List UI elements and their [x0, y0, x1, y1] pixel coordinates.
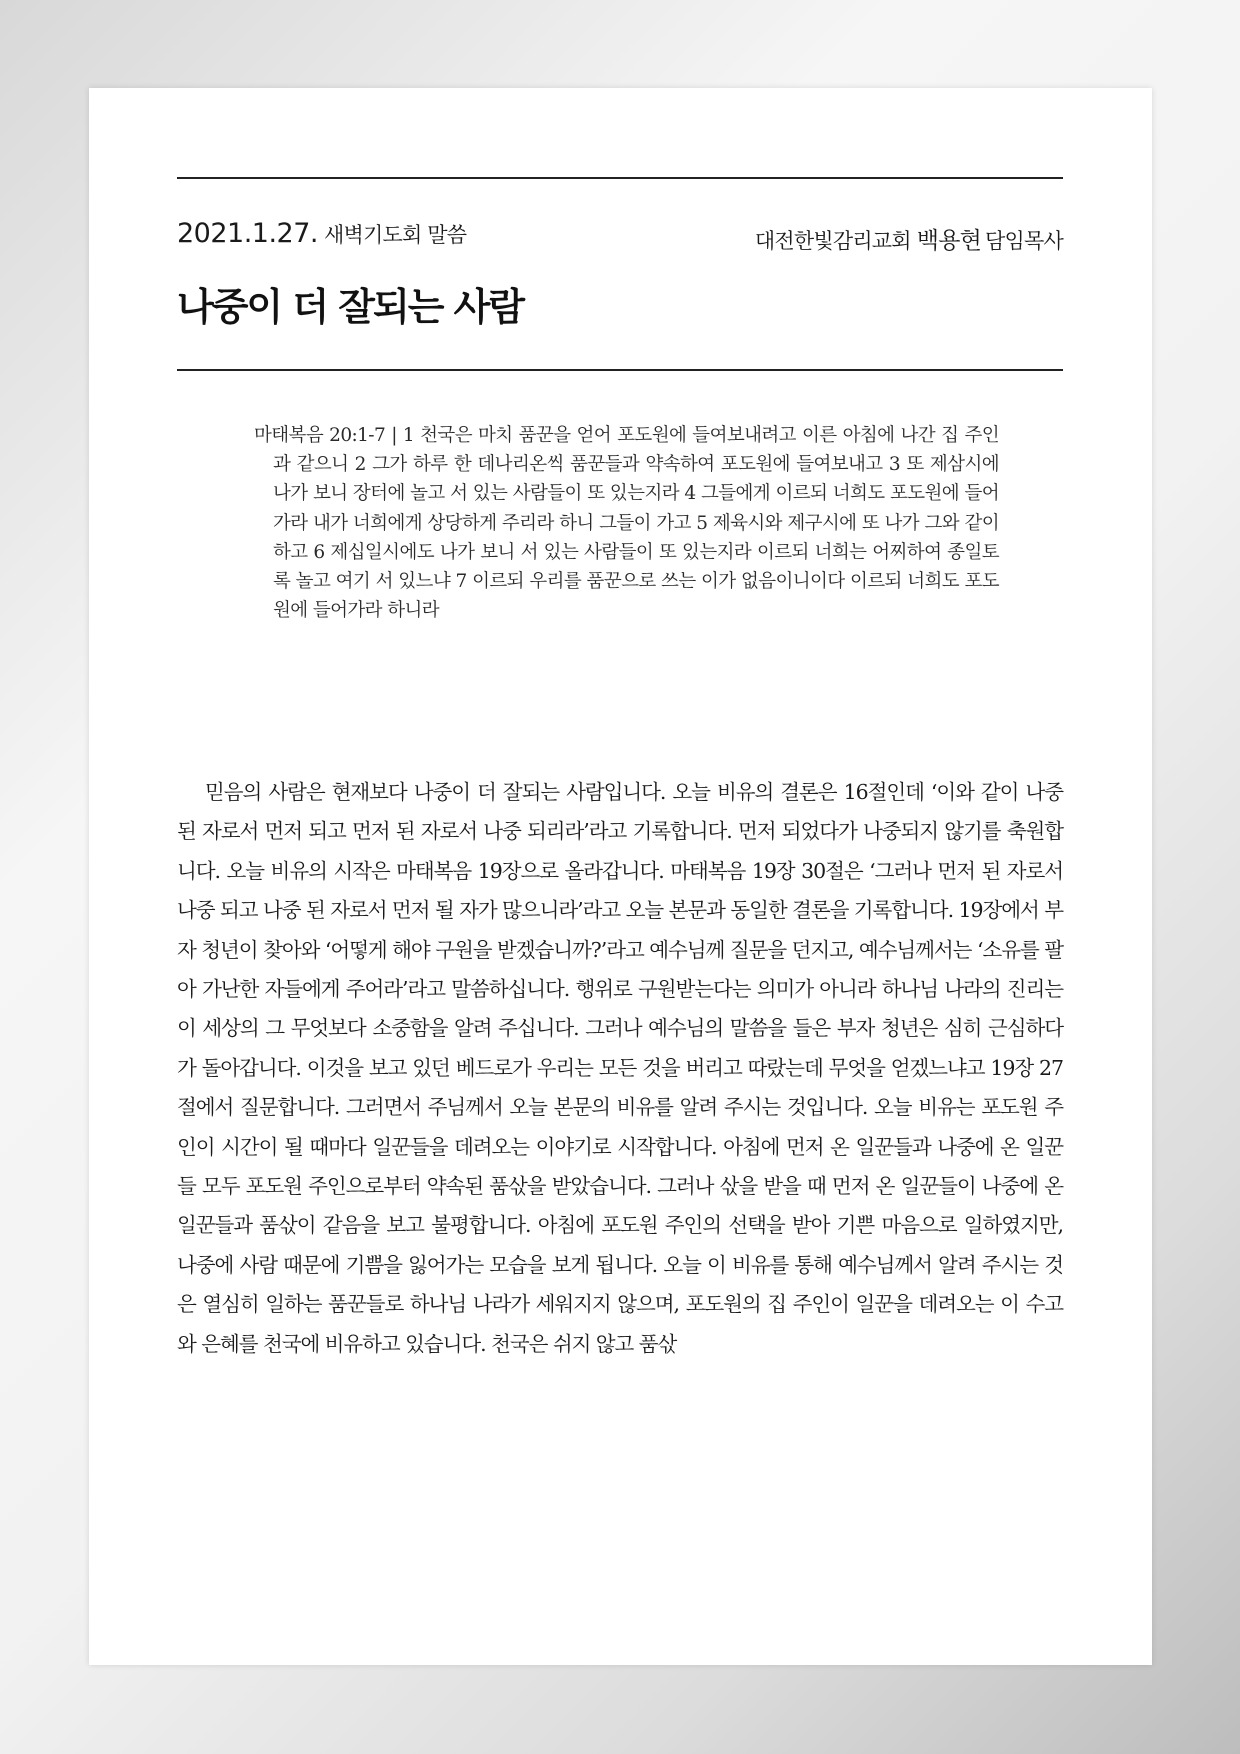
church-name: 대전한빛감리교회 — [754, 229, 911, 253]
scripture-reference: 마태복음 20:1-7 | — [254, 425, 403, 446]
scripture-text: 1 천국은 마치 품꾼을 얻어 포도원에 들여보내려고 이른 아침에 나간 집 주인과 같으니 2 그가 하루 한 데나리온씩 품꾼들과 약속하여 포도원에 들여보내고 3 또 제삼시에 나가 보니 장터에 놀고 서 있는 사람들이 또 있는지라 4 그들에게 이르되 너희도 포도원에 들어가라 내가 너희에게 상당하게 주리라 하니 그들이 가고 5 제육시와 제구시에 또 나가 그와 같이 하고 6 제십일시에도 나가 보니 서 있는 사람들이 또 있는지라 이르되 너희는 어찌하여 종일토록 놀고 여기 서 있느냐 7 이르되 우리를 품꾼으로 쓰는 이가 없음이니이다 이르되 너희도 포도원에 들어가라 하니라 — [273, 425, 1000, 622]
service-name: 새벽기도회 말씀 — [324, 223, 467, 247]
sermon-title: 나중이 더 잘되는 사람 — [177, 285, 524, 329]
author-info — [755, 222, 1063, 255]
top-divider — [177, 177, 1063, 179]
scripture-passage — [254, 421, 999, 625]
bottom-divider — [177, 369, 1063, 371]
sermon-body: 믿음의 사람은 현재보다 나중이 더 잘되는 사람입니다. 오늘 비유의 결론은 16절인데 ‘이와 같이 나중 된 자로서 먼저 되고 먼저 된 자로서 나중 되리라’라고 기록합니다. 먼저 되었다가 나중되지 않기를 축원합니다. 오늘 비유의 시작은 마태복음 19장으로 올라갑니다. 마태복음 19장 30절은 ‘그러나 먼저 된 자로서 나중 되고 나중 된 자로서 먼저 될 자가 많으니라’라고 오늘 본문과 동일한 결론을 기록합니다. 19장에서 부자 청년이 찾아와 ‘어떻게 해야 구원을 받겠습니까?’라고 예수님께 질문을 던지고, 예수님께서는 ‘소유를 팔아 가난한 자들에게 주어라’라고 말씀하십니다. 행위로 구원받는다는 의미가 아니라 하나님 나라의 진리는 이 세상의 그 무엇보다 소중함을 알려 주십니다. 그러나 예수님의 말씀을 들은 부자 청년은 심히 근심하다가 돌아갑니다. 이것을 보고 있던 베드로가 우리는 모든 것을 버리고 따랐는데 무엇을 얻겠느냐고 19장 27절에서 질문합니다. 그러면서 주님께서 오늘 본문의 비유를 알려 주시는 것입니다. 오늘 비유는 포도원 주인이 시간이 될 때마다 일꾼들을 데려오는 이야기로 시작합니다. 아침에 먼저 온 일꾼들과 나중에 온 일꾼들 모두 포도원 주인으로부터 약속된 품삯을 받았습니다. 그러나 삯을 받을 때 먼저 온 일꾼들이 나중에 온 일꾼들과 품삯이 같음을 보고 불평합니다. 아침에 포도원 주인의 선택을 받아 기쁜 마음으로 일하였지만, 나중에 사람 때문에 기쁨을 잃어가는 모습을 보게 됩니다. 오늘 이 비유를 통해 예수님께서 알려 주시는 것은 열심히 일하는 품꾼들로 하나님 나라가 세워지지 않으며, 포도원의 집 주인이 일꾼을 데려오는 이 수고와 은혜를 천국에 비유하고 있습니다. 천국은 쉬지 않고 품삯 — [177, 780, 1063, 1356]
header-row — [177, 218, 1063, 258]
document-page — [89, 88, 1152, 1665]
pastor-name: 백용현 — [916, 228, 982, 254]
sermon-date: 2021.1.27. — [177, 218, 318, 249]
sermon-info — [177, 218, 466, 249]
pastor-title: 담임목사 — [985, 229, 1063, 253]
